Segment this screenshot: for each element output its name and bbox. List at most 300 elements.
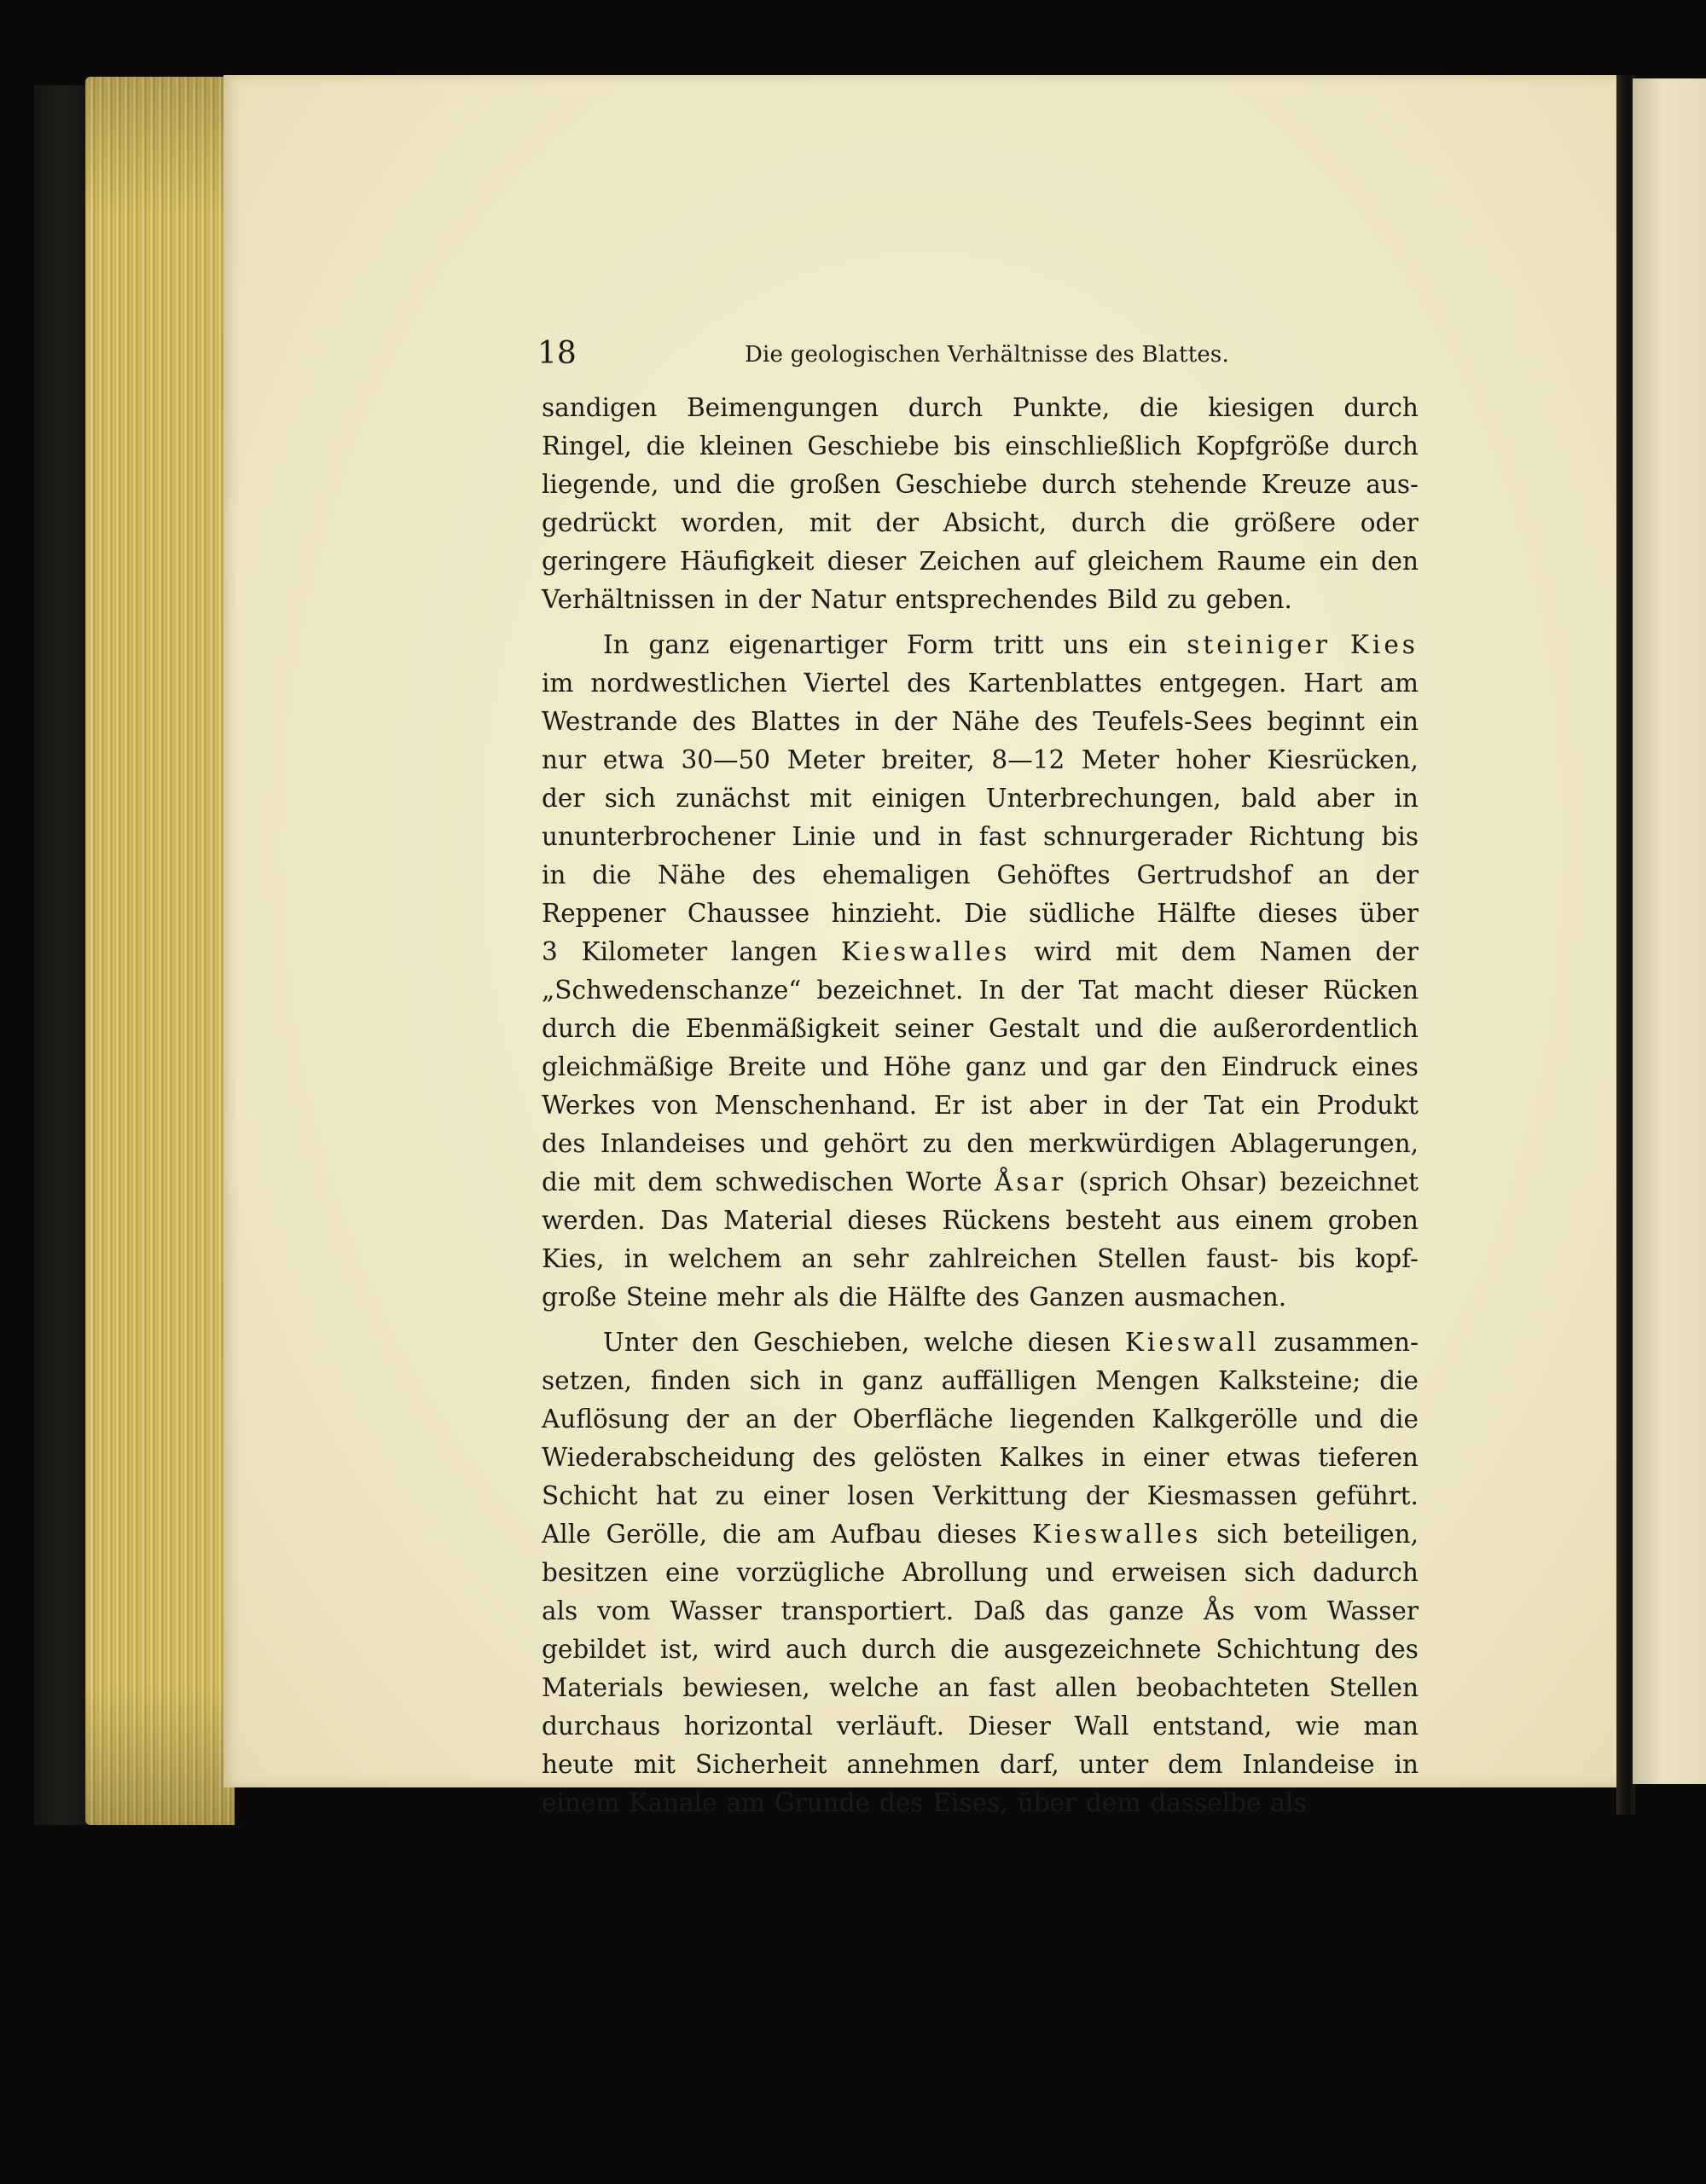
word: Schicht [542,1481,638,1510]
word: Verkittung [932,1481,1068,1510]
word: Breite [728,1052,807,1081]
word: Ebenmäßigkeit [685,1014,879,1043]
word: Materials [542,1673,664,1702]
word: Gehöftes [996,860,1111,889]
word: in [855,707,879,736]
word: die [1139,393,1179,422]
text-line [542,542,1419,581]
word: den [691,1328,740,1357]
word: sehr [852,1244,909,1273]
word: den [1371,547,1419,576]
text-line [542,1278,1419,1317]
word: entsprechendes [895,585,1098,614]
text-line [542,1477,1419,1515]
word: Abrollung [902,1558,1029,1587]
word: ein [1379,707,1419,736]
word: Wiederabscheidung [542,1443,795,1472]
word: eigenartiger [728,630,888,659]
word: aber [1029,1091,1088,1120]
word: allen [1054,1673,1117,1702]
word: macht [1134,976,1214,1005]
word: Gertrudshof [1136,860,1292,889]
word: einschließlich [1005,432,1182,461]
word: durch [542,1014,617,1043]
word: Steine [625,1283,708,1312]
word: ganze [1108,1596,1185,1625]
word: Rückens [942,1206,1051,1235]
word: des [975,1283,1020,1312]
text-line [542,466,1419,504]
page-number: 18 [537,336,577,371]
word: der [1020,976,1064,1005]
text-line [542,1202,1419,1240]
text-line [542,1631,1419,1669]
word: 30—50 [681,745,771,774]
word: Blattes [751,707,841,736]
word: Namen [1259,937,1352,966]
word: Kieswalles [1032,1520,1202,1549]
word: und [1045,1558,1094,1587]
text-line [542,1125,1419,1163]
word: einem [542,1788,620,1817]
word: welche [923,1328,1014,1357]
word: als [792,1283,830,1312]
word: losen [847,1481,915,1510]
word: außerordentlich [1212,1014,1419,1043]
text-line [542,971,1419,1010]
word: entstand, [1152,1712,1273,1741]
word: Kiesrücken, [1267,745,1419,774]
word: hat [655,1481,698,1510]
word: an [801,1244,833,1273]
word: In [978,976,1006,1005]
text-line [542,1163,1419,1202]
word: geben. [1205,585,1292,614]
word: Mengen [1095,1366,1200,1395]
paragraph [542,626,1419,1317]
text-line [542,1554,1419,1592]
word: ausmachen. [1134,1283,1287,1312]
word: und [673,470,722,499]
word: annehmen [846,1750,980,1779]
word: tieferen [1318,1443,1419,1472]
word: Oberfläche [852,1405,994,1434]
word: der [1375,937,1419,966]
word: des [879,1788,924,1817]
text-line [542,389,1419,427]
word: gelösten [873,1443,983,1472]
word: ist [980,1091,1013,1120]
word: Reppener [542,899,666,928]
word: aus [1175,1206,1221,1235]
word: ganz [862,1366,923,1395]
text-line [542,1439,1419,1477]
word: mit [809,508,852,537]
word: der [686,1405,729,1434]
word: gedrückt [542,508,657,537]
facing-page-edge [1633,78,1706,1784]
word: über [1017,1788,1077,1817]
paragraph [542,1324,1419,1822]
word: ist, [660,1635,699,1664]
word: kiesigen [1208,393,1314,422]
word: die [950,1635,989,1664]
word: in [1394,1750,1419,1779]
word: schwedischen [715,1167,894,1196]
word: mehr [717,1283,784,1312]
word: Kies [1349,630,1419,659]
word: die [1170,508,1210,537]
text-line [542,895,1419,933]
word: an [745,1405,777,1434]
word: Ablagerungen, [1230,1129,1419,1158]
word: Wasser [1326,1596,1419,1625]
word: dieser [827,547,907,576]
word: von [652,1091,698,1120]
word: wird [713,1635,772,1664]
word: beobachteten [1135,1673,1310,1702]
word: bis [954,432,991,461]
word: Er [933,1091,965,1120]
word: transportiert. [780,1596,955,1625]
word: Wasser [670,1596,762,1625]
word: dem [1168,1750,1223,1779]
word: zu [715,1481,746,1510]
word: Westrande [542,707,678,736]
word: Ohsar) [1181,1167,1268,1196]
word: der [1085,1481,1129,1510]
word: gleichem [1087,547,1204,576]
word: Nähe [657,860,726,889]
word: Hälfte [1157,899,1237,928]
word: Material [723,1206,833,1235]
word: finden [650,1366,731,1395]
word: der [875,508,920,537]
text-line [542,504,1419,542]
word: nur [542,745,587,774]
word: Kalkes [999,1443,1084,1472]
word: welche [829,1673,920,1702]
word: in [624,1244,649,1273]
word: die [592,860,632,889]
word: am [1379,669,1419,698]
word: die [722,1520,762,1549]
word: breiter, [881,745,975,774]
word: dieses [1257,899,1338,928]
word: durch [1071,508,1146,537]
word: dem [1086,1788,1141,1817]
word: sich [749,1366,801,1395]
word: an [937,1673,970,1702]
word: man [1363,1712,1419,1741]
word: eine [665,1558,720,1587]
word: mit [1115,937,1158,966]
word: Geschiebe [807,432,940,461]
word: durch [908,393,984,422]
word: nordwestlichen [590,669,787,698]
word: vorzügliche [736,1558,885,1587]
word: bis [1297,1244,1336,1273]
word: etwas [1226,1443,1301,1472]
word: Absicht, [943,508,1047,537]
word: die [631,1014,671,1043]
text-line [542,1240,1419,1278]
word: Hart [1303,669,1363,698]
word: Produkt [1316,1091,1419,1120]
word: gehört [823,1129,908,1158]
word: vom [597,1596,651,1625]
word: bezeichnet. [816,976,964,1005]
word: große [542,1283,617,1312]
word: hoher [1175,745,1250,774]
word: zusammen- [1274,1328,1419,1357]
word: Werkes [542,1091,635,1120]
word: faust- [1206,1244,1279,1273]
word: Viertel [804,669,891,698]
word: erweisen [1111,1558,1227,1587]
word: Ringel, [542,432,632,461]
word: groben [1327,1206,1419,1235]
word: (sprich [1078,1167,1169,1196]
word: tritt [993,630,1044,659]
page-header [537,333,1425,384]
word: des [751,860,797,889]
word: bewiesen, [682,1673,810,1702]
word: besteht [1065,1206,1161,1235]
word: mit [593,1167,635,1196]
text-line [542,1707,1419,1746]
word: unter [1078,1750,1149,1779]
word: gebildet [542,1635,647,1664]
word: in [1394,784,1419,813]
text-line [542,1784,1419,1822]
word: durch [1042,470,1117,499]
word: merkwürdigen [1028,1129,1216,1158]
word: zahlreichen [928,1244,1077,1273]
word: Kieswalles [841,937,1011,966]
word: und [873,822,921,851]
word: beginnt [1267,707,1365,736]
word: des [1374,1635,1419,1664]
word: Verhältnissen [542,585,716,614]
body-text [542,389,1419,1822]
word: in [937,822,963,851]
word: fast [978,822,1027,851]
word: Tat [1204,1091,1245,1120]
word: schnurgerader [1042,822,1233,851]
word: die [838,1283,878,1312]
word: sich [1244,1558,1296,1587]
word: ununterbrochener [542,822,775,851]
word: vom [1254,1596,1308,1625]
word: setzen, [542,1366,632,1395]
word: aber [1316,784,1375,813]
word: Rücken [1322,976,1419,1005]
word: Meter [1081,745,1159,774]
word: darf, [999,1750,1059,1779]
word: bezeichnet [1280,1167,1419,1196]
word: zunächst [676,784,790,813]
word: und [1314,1405,1363,1434]
word: ein [1319,547,1359,576]
word: Unter [603,1328,678,1357]
word: seiner [894,1014,974,1043]
word: Geschiebe [895,470,1028,499]
word: und [1094,1014,1144,1043]
word: ehemaligen [821,860,971,889]
word: den [966,1129,1014,1158]
word: die [1379,1366,1419,1395]
word: Unterbrechungen, [985,784,1221,813]
word: diesen [1027,1328,1111,1357]
word: aus- [1366,470,1419,499]
word: durch [1343,432,1419,461]
word: verläuft. [836,1712,945,1741]
word: gleichmäßige [542,1052,714,1081]
word: oder [1360,508,1419,537]
word: Kies, [542,1244,605,1273]
word: Stellen [1097,1244,1187,1273]
word: an [1318,860,1349,889]
word: ganz [965,1052,1026,1081]
word: großen [789,470,881,499]
word: horizontal [683,1712,814,1741]
word: einigen [871,784,966,813]
word: Gerölle, [606,1520,708,1549]
word: Zeichen [919,547,1021,576]
word: Sicherheit [695,1750,827,1779]
word: Grunde [775,1788,871,1817]
word: die [646,432,686,461]
text-line [542,818,1419,856]
word: Ganzen [1029,1283,1125,1312]
word: Beimengungen [686,393,879,422]
word: ausgezeichnete [1003,1635,1202,1664]
word: liegenden [1009,1405,1135,1434]
word: Geschieben, [753,1328,910,1357]
word: über [1359,899,1419,928]
word: Teufels-Sees [1093,707,1253,736]
word: mit [809,784,852,813]
word: Hälfte [886,1283,966,1312]
word: dasselbe [1150,1788,1262,1817]
word: und [760,1129,809,1158]
word: des [907,669,951,698]
word: geringere [542,547,667,576]
word: steiniger [1187,630,1331,659]
word: hinzieht. [831,899,943,928]
word: Tat [1078,976,1119,1005]
word: einer [763,1481,829,1510]
word: durchaus [542,1712,661,1741]
word: Die [964,899,1007,928]
word: werden. [542,1206,646,1235]
word: Kilometer [581,937,708,966]
word: welchem [668,1244,782,1273]
word: der [542,784,585,813]
text-line [542,856,1419,895]
word: Eises, [932,1788,1008,1817]
word: fast [988,1673,1036,1702]
word: beteiligen, [1283,1520,1419,1549]
word: sandigen [542,393,658,422]
word: Stellen [1329,1673,1419,1702]
word: Auflösung [542,1405,670,1434]
word: ein [1261,1091,1300,1120]
word: worden, [681,508,786,537]
word: uns [1063,630,1109,659]
word: In [603,630,630,659]
word: liegende, [542,470,659,499]
word: Daß [973,1596,1026,1625]
word: besitzen [542,1558,648,1587]
word: in [1101,1443,1126,1472]
word: dem [1181,937,1237,966]
word: Form [906,630,974,659]
word: stehende [1130,470,1247,499]
word: Meter [786,745,865,774]
word: der [893,707,937,736]
text-line [542,1324,1419,1362]
text-line [542,1362,1419,1400]
text-line [542,1048,1419,1086]
text-line [542,703,1419,741]
word: südliche [1028,899,1135,928]
word: ganz [648,630,710,659]
word: eines [1351,1052,1419,1081]
word: Schichtung [1216,1635,1361,1664]
text-line [542,1746,1419,1784]
word: einem [1234,1206,1314,1235]
word: Alle [542,1520,591,1549]
text-line [542,1400,1419,1439]
running-title: Die geologischen Verhältnisse des Blattes. [745,342,1229,368]
text-line [542,779,1419,818]
word: Wall [1074,1712,1129,1741]
word: der [1375,860,1419,889]
word: Kalksteine; [1218,1366,1361,1395]
word: kopf- [1355,1244,1419,1273]
word: auf [1034,547,1075,576]
word: in [819,1366,844,1395]
word: Höhe [883,1052,952,1081]
word: auch [786,1635,848,1664]
text-line [542,626,1419,664]
word: den [1159,1052,1208,1081]
word: Aufbau [831,1520,922,1549]
text-line [542,1010,1419,1048]
word: dieses [937,1520,1018,1549]
word: Raume [1216,547,1307,576]
word: Das [660,1206,709,1235]
word: wie [1295,1712,1340,1741]
word: der [1144,1091,1188,1120]
word: zu [1167,585,1197,614]
word: dieses [847,1206,927,1235]
text-line [542,1515,1419,1554]
word: am [776,1520,816,1549]
word: Punkte, [1012,393,1111,422]
word: etwa [602,745,664,774]
word: die [1158,1014,1198,1043]
word: die [542,1167,581,1196]
text-line [542,1592,1419,1631]
word: „Schwedenschanze“ [542,976,802,1005]
word: in [542,860,566,889]
word: größere [1233,508,1337,537]
word: des [692,707,737,736]
word: im [542,669,574,698]
